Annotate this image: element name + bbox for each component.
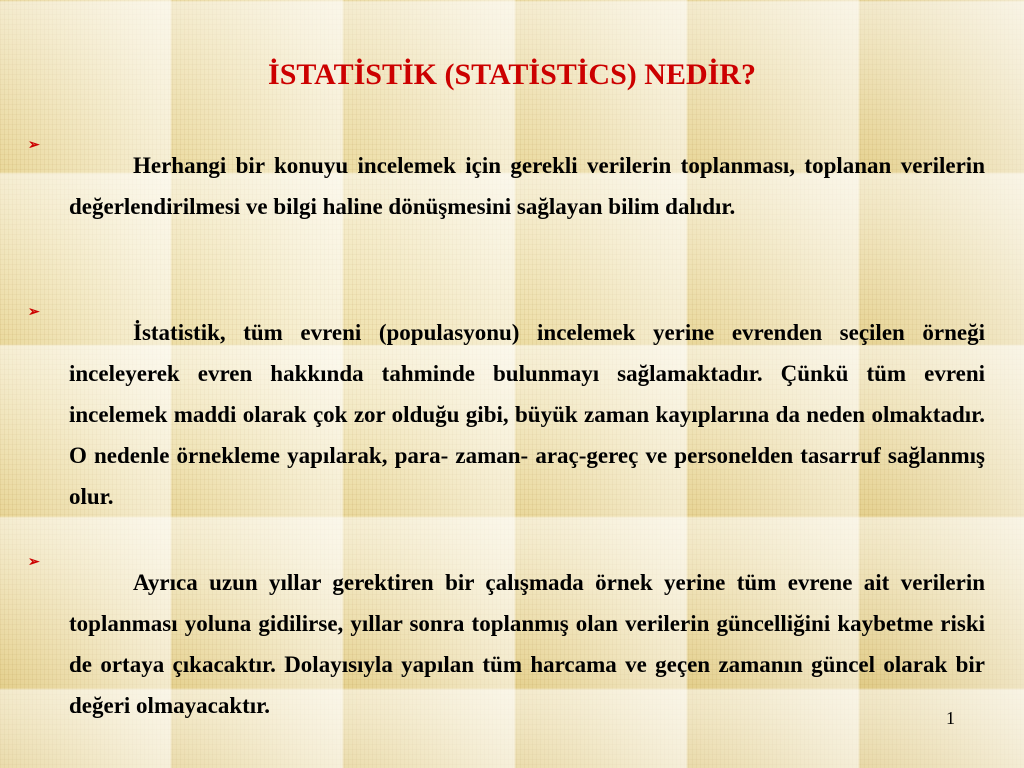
bullet-text: Ayrıca uzun yıllar gerektiren bir çalışmada örnek yerine tüm evrene ait verilerin toplanması yoluna gidilirse, yıllar sonra toplanmış olan verilerin güncelliğini kaybetme riski de ortaya çıkacaktır. Dolayısıyla yapılan tüm harcama ve geçen zamanın güncel olarak bir değeri olmayacaktır. bbox=[69, 570, 985, 718]
page-number: 1 bbox=[946, 708, 955, 728]
bullet-item bbox=[0, 122, 985, 250]
slide-title: İSTATİSTİK (STATİSTİCS) NEDİR? bbox=[268, 58, 756, 91]
bullet-text: İstatistik, tüm evreni (populasyonu) incelemek yerine evrenden seçilen örneği inceleyerek evren hakkında tahminde bulunmayı sağlamaktadır. Çünkü tüm evreni incelemek maddi olarak çok zor olduğu gibi, büyük zaman kayıplarına da neden olmaktadır. O nedenle örnekleme yapılarak, para- zaman- araç-gereç ve personelden tasarruf sağlanmış olur. bbox=[69, 320, 985, 509]
bullet-item bbox=[0, 539, 985, 749]
bullet-text: Herhangi bir konuyu incelemek için gerekli verilerin toplanması, toplanan verilerin değerlendirilmesi ve bilgi haline dönüşmesini sağlayan bilim dalıdır. bbox=[69, 153, 985, 219]
bullet-arrow-icon: ➢ bbox=[28, 305, 40, 320]
bullet-item bbox=[0, 289, 985, 540]
bullet-arrow-icon: ➢ bbox=[28, 138, 40, 153]
bullet-arrow-icon: ➢ bbox=[28, 555, 40, 570]
